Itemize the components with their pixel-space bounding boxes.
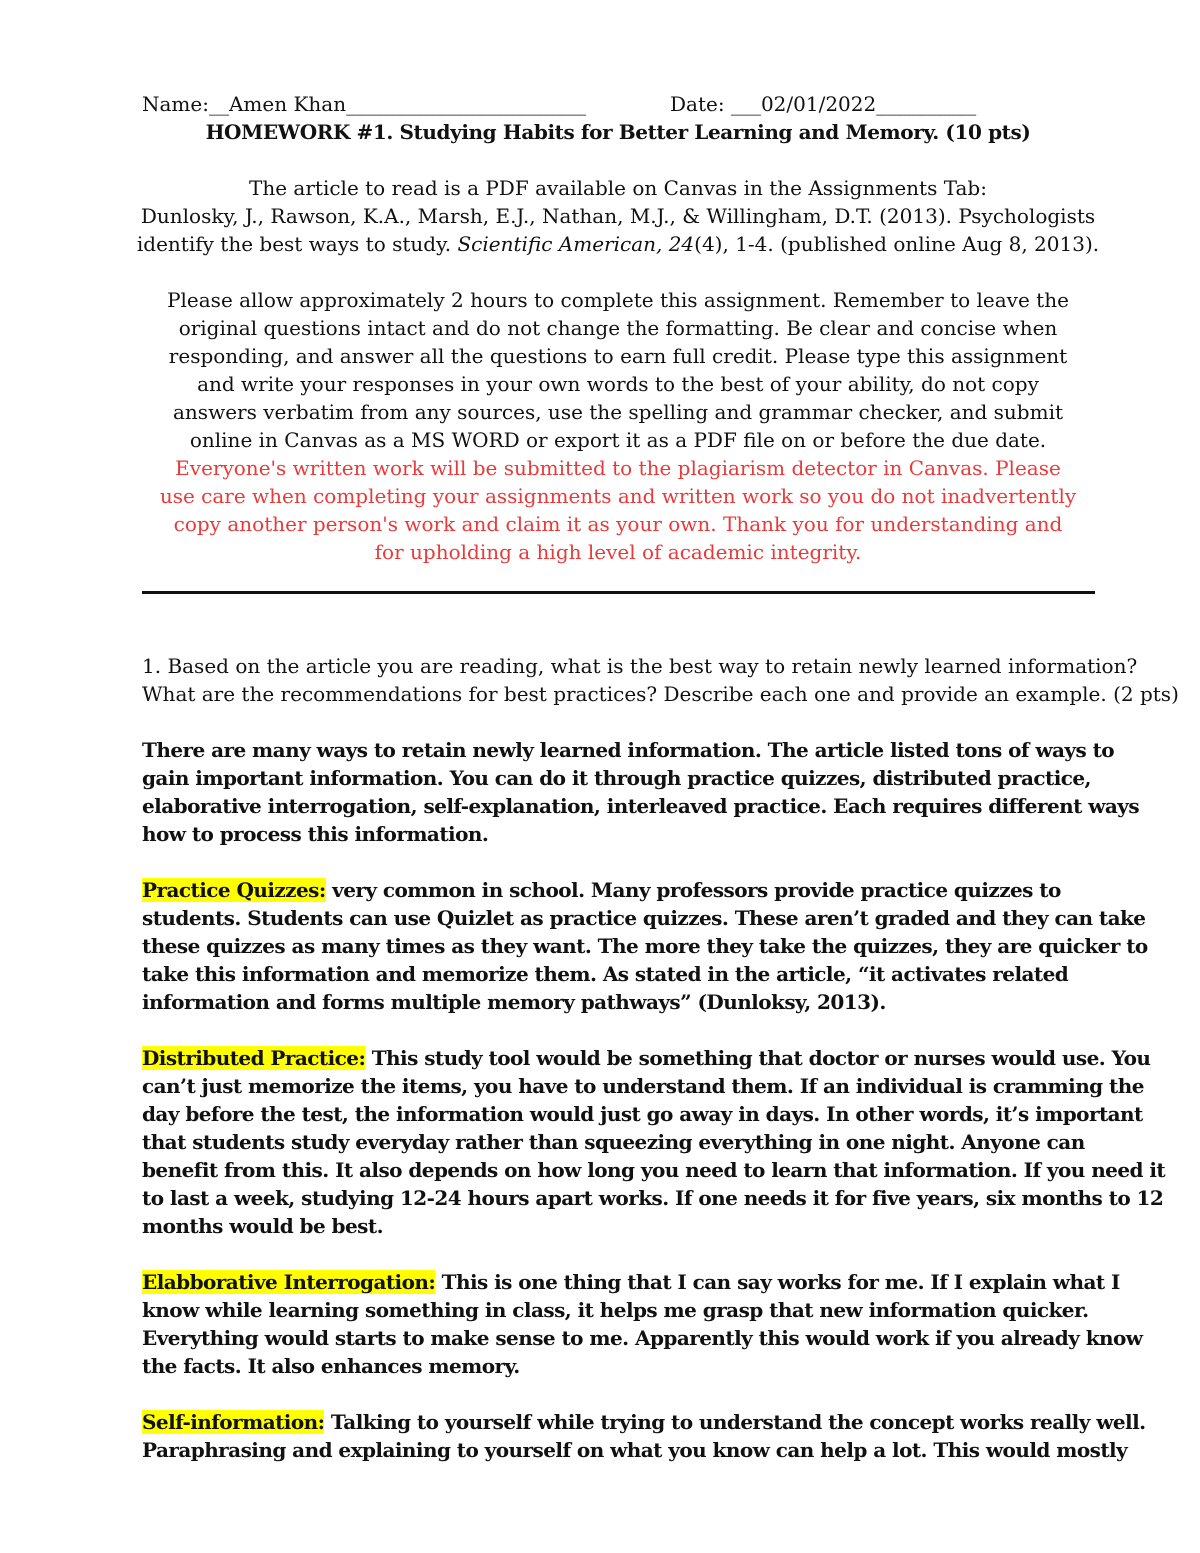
practice-quizzes-paragraph	[142, 876, 1061, 904]
instruction-line: original questions intact and do not change the formatting. Be clear and concise when	[178, 316, 1058, 340]
answer-line: day before the test, the information would just go away in days. In other words, it’s important	[142, 1102, 1143, 1126]
integrity-warning-line: copy another person's work and claim it as your own. Thank you for understanding and	[173, 512, 1063, 536]
name-label: Name:	[142, 92, 209, 116]
answer-line: information and forms multiple memory pathways” (Dunloksy, 2013).	[142, 990, 886, 1014]
answer-line: how to process this information.	[142, 822, 489, 846]
distributed-practice-heading: Distributed Practice:	[142, 1046, 366, 1070]
citation-line-3	[0, 230, 1200, 258]
answer-line: months would be best.	[142, 1214, 383, 1238]
name-line	[142, 90, 586, 118]
integrity-warning-line: for upholding a high level of academic integrity.	[374, 540, 862, 564]
answer-line: take this information and memorize them. As stated in the article, “it activates related	[142, 962, 1069, 986]
distributed-practice-paragraph	[142, 1044, 1150, 1072]
answer-line: to last a week, studying 12-24 hours apart works. If one needs it for five years, six months to 12	[142, 1186, 1164, 1210]
citation-line-3-pre: identify the best ways to study.	[136, 232, 458, 256]
citation-journal: Scientific American, 24	[457, 232, 695, 256]
citation-line-1: The article to read is a PDF available on Canvas in the Assignments Tab:	[249, 176, 987, 200]
integrity-warning-line: Everyone's written work will be submitted to the plagiarism detector in Canvas. Please	[175, 456, 1061, 480]
answer-line: students. Students can use Quizlet as practice quizzes. These aren’t graded and they can take	[142, 906, 1146, 930]
answer-text: This is one thing that I can say works for me. If I explain what I	[435, 1270, 1120, 1294]
answer-text: This study tool would be something that doctor or nurses would use. You	[365, 1046, 1151, 1070]
date-line	[670, 90, 976, 118]
answer-line: benefit from this. It also depends on how long you need to learn that information. If you need it	[142, 1158, 1166, 1182]
question-line: 1. Based on the article you are reading, what is the best way to retain newly learned information?	[142, 654, 1138, 678]
citation-line-2: Dunlosky, J., Rawson, K.A., Marsh, E.J., Nathan, M.J., & Willingham, D.T. (2013). Psychologists	[140, 204, 1096, 228]
instruction-line: and write your responses in your own words to the best of your ability, do not copy	[197, 372, 1039, 396]
date-value: ___02/01/2022__________	[730, 92, 977, 116]
instruction-line: responding, and answer all the questions to earn full credit. Please type this assignment	[168, 344, 1068, 368]
answer-text: Talking to yourself while trying to understand the concept works really well.	[324, 1410, 1146, 1434]
instruction-line: Please allow approximately 2 hours to complete this assignment. Remember to leave the	[167, 288, 1069, 312]
answer-line: Paraphrasing and explaining to yourself on what you know can help a lot. This would mostly	[142, 1438, 1128, 1462]
answer-text: very common in school. Many professors provide practice quizzes to	[325, 878, 1061, 902]
answer-line: that students study everyday rather than squeezing everything in one night. Anyone can	[142, 1130, 1085, 1154]
integrity-warning-line: use care when completing your assignments and written work so you do not inadvertently	[159, 484, 1077, 508]
instruction-line: online in Canvas as a MS WORD or export it as a PDF file on or before the due date.	[189, 428, 1047, 452]
date-label: Date:	[670, 92, 725, 116]
elaborative-interrogation-paragraph	[142, 1268, 1120, 1296]
answer-line: elaborative interrogation, self-explanation, interleaved practice. Each requires different ways	[142, 794, 1140, 818]
horizontal-divider	[142, 591, 1095, 594]
page-title: HOMEWORK #1. Studying Habits for Better Learning and Memory. (10 pts)	[205, 120, 1031, 144]
citation-line-3-post: (4), 1-4. (published online Aug 8, 2013).	[694, 232, 1100, 256]
practice-quizzes-heading: Practice Quizzes:	[142, 878, 326, 902]
instruction-line: answers verbatim from any sources, use the spelling and grammar checker, and submit	[173, 400, 1063, 424]
answer-line: can’t just memorize the items, you have to understand them. If an individual is cramming the	[142, 1074, 1144, 1098]
elaborative-interrogation-heading: Elabborative Interrogation:	[142, 1270, 436, 1294]
answer-line: the facts. It also enhances memory.	[142, 1354, 520, 1378]
answer-line: gain important information. You can do it through practice quizzes, distributed practice,	[142, 766, 1091, 790]
answer-line: know while learning something in class, it helps me grasp that new information quicker.	[142, 1298, 1089, 1322]
self-information-paragraph	[142, 1408, 1146, 1436]
name-value: __Amen Khan________________________	[208, 92, 587, 116]
self-information-heading: Self-information:	[142, 1410, 325, 1434]
answer-line: these quizzes as many times as they want. The more they take the quizzes, they are quicker to	[142, 934, 1148, 958]
answer-line: There are many ways to retain newly learned information. The article listed tons of ways to	[142, 738, 1115, 762]
answer-line: Everything would starts to make sense to me. Apparently this would work if you already know	[142, 1326, 1143, 1350]
question-line: What are the recommendations for best practices? Describe each one and provide an example. (2 pts)	[142, 682, 1179, 706]
